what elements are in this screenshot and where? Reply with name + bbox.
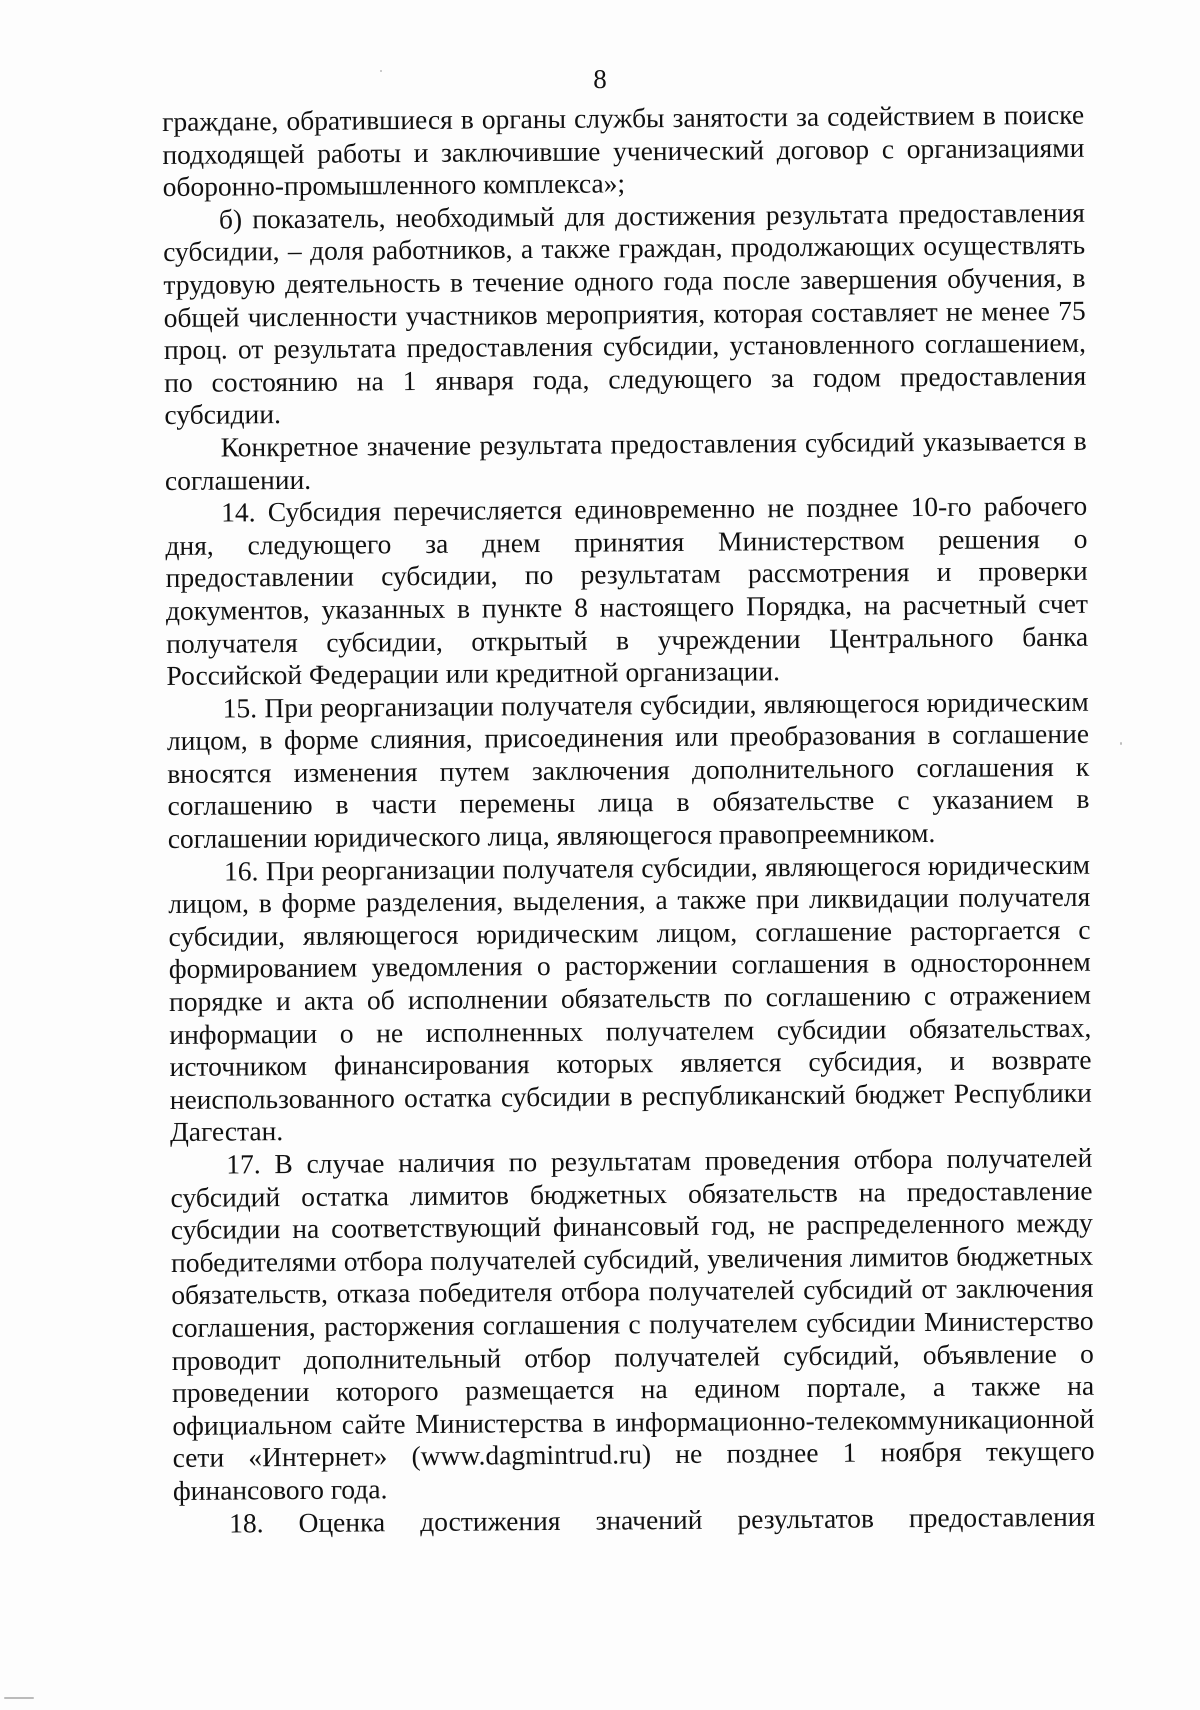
page-number: 8 xyxy=(593,64,607,94)
paragraph-item-16: 16. При реорганизации получателя субсидии, являющегося юридическим лицом, в форме разделения, выделения, а также при ликвидации получателя субсидии, являющегося юридическим лицом, соглашение расторгается с формированием уведомления о расторжении соглашения в одностороннем порядке и акта об исполнении обязательств по соглашению с отражением информации о не исполненных получателем субсидии обязательствах, источником финансирования которых является субсидия, и возврате неиспользованного остатка субсидии в республиканский бюджет Республики Дагестан. xyxy=(168,848,1092,1148)
paragraph-item-15: 15. При реорганизации получателя субсидии, являющегося юридическим лицом, в форме слияния, присоединения или преобразования в соглашение вносятся изменения путем заключения дополнительного соглашения к соглашению в части перемены лица в обязательстве с указанием в соглашении юридического лица, являющегося правопреемником. xyxy=(166,685,1090,855)
paragraph-item-14: 14. Субсидия перечисляется единовременно не позднее 10-го рабочего дня, следующего за днем принятия Министерством решения о предоставлении субсидии, по результатам рассмотрения и проверки документов, указанных в пункте 8 настоящего Порядка, на расчетный счет получателя субсидии, открытый в учреждении Центрального банка Российской Федерации или кредитной организации. xyxy=(165,489,1089,692)
paragraph-indicator-b: б) показатель, необходимый для достижения результата предоставления субсидии, – доля работников, а также граждан, продолжающих осуществлять трудовую деятельность в течение одного года после завершения обучения, в общей численности участников мероприятия, которая составляет не менее 75 проц. от результата предоставления субсидии, установленного соглашением, по состоянию на 1 января года, следующего за годом предоставления субсидии. xyxy=(163,196,1087,431)
paragraph-continuation: граждане, обратившиеся в органы службы занятости за содействием в поиске подходящей работы и заключившие ученический договор с организациями оборонно-промышленного комплекса»; xyxy=(162,98,1085,203)
scan-speck xyxy=(1120,742,1122,745)
paragraph-specific-value: Конкретное значение результата предоставления субсидий указывается в соглашении. xyxy=(164,424,1087,496)
scan-speck xyxy=(380,70,382,72)
scan-speck xyxy=(4,1697,34,1699)
paragraph-item-17: 17. В случае наличия по результатам проведения отбора получателей субсидий остатка лимитов бюджетных обязательств на предоставление субсидии на соответствующий финансовый год, не распределенного между победителями отбора получателей субсидий, увеличения лимитов бюджетных обязательств, отказа победителя отбора получателей субсидий от заключения соглашения, расторжения соглашения с получателем субсидии Министерство проводит дополнительный отбор получателей субсидий, объявление о проведении которого размещается на едином портале, а также на официальном сайте Министерства в информационно-телекоммуникационной сети «Интернет» (www.dagmintrud.ru) не позднее 1 ноября текущего финансового года. xyxy=(170,1141,1095,1506)
document-body xyxy=(162,99,1095,1540)
paragraph-item-18: 18. Оценка достижения значений результатов предоставления xyxy=(229,1500,1096,1539)
